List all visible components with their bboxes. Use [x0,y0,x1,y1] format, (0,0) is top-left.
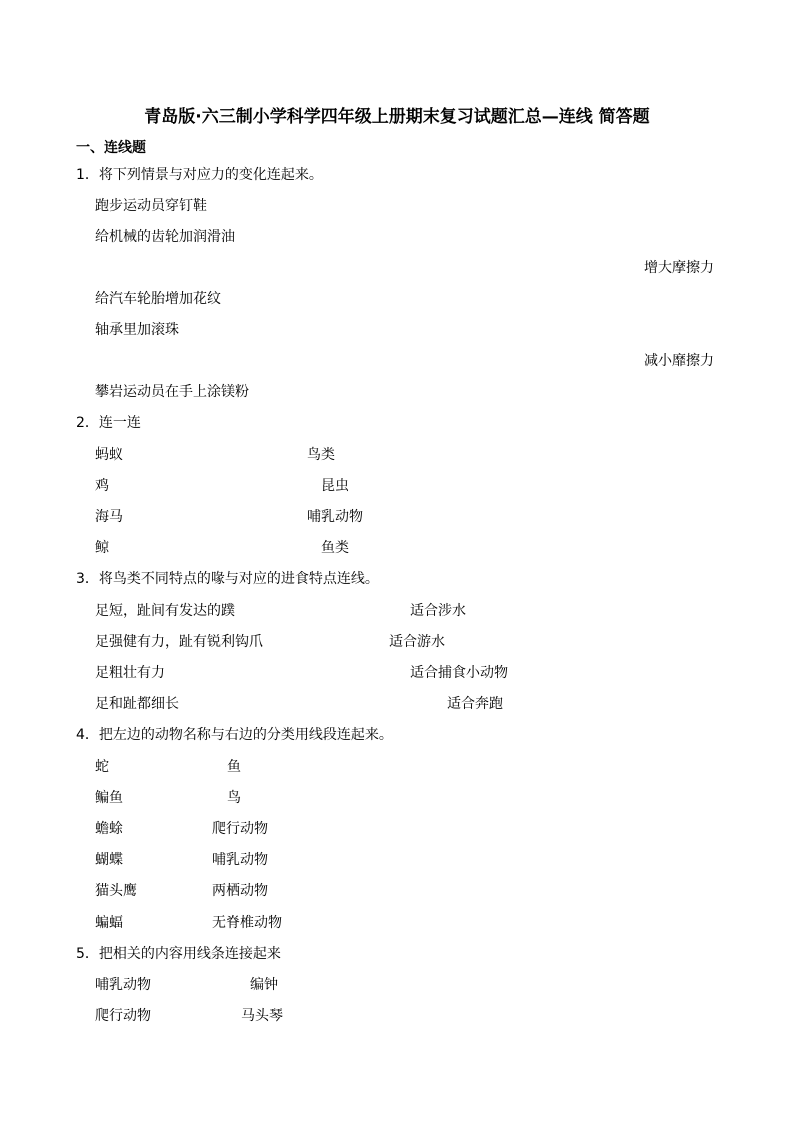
q1-left-item: 攀岩运动员在手上涂镁粉 [95,384,249,400]
q4-left-item: 蟾蜍 [95,821,123,837]
question-1 [76,166,323,184]
q5-right-item: 马头琴 [241,1008,283,1024]
question-number: 4． [76,727,99,743]
q4-right-item: 两栖动物 [212,883,268,899]
q1-left-item: 给汽车轮胎增加花纹 [95,291,221,307]
q5-left-item: 爬行动物 [95,1008,151,1024]
q3-right-item: 适合奔跑 [447,696,503,712]
q3-left-item: 足粗壮有力 [95,665,165,681]
q3-left-item: 足和趾都细长 [95,696,179,712]
q1-right-item: 减小靡擦力 [644,353,714,369]
q4-right-item: 爬行动物 [212,821,268,837]
section-heading: 一、连线题 [76,140,146,156]
question-5 [76,945,281,963]
question-prompt: 连一连 [98,415,141,431]
q2-right-item: 鸟类 [307,447,335,463]
q3-left-item: 足强健有力，趾有锐利钩爪 [95,634,263,650]
question-number: 5． [76,946,99,962]
q2-left-item: 鸡 [95,478,109,494]
q4-right-item: 哺乳动物 [212,852,268,868]
q4-left-item: 蝙蝠 [95,915,123,931]
q2-right-item: 鱼类 [321,540,349,556]
q2-right-item: 哺乳动物 [307,509,363,525]
question-number: 1． [76,167,99,183]
q2-left-item: 蚂蚁 [95,447,123,463]
q4-left-item: 猫头鹰 [95,883,137,899]
q4-right-item: 鸟 [227,790,241,806]
question-prompt: 将鸟类不同特点的喙与对应的进食特点连线。 [98,571,379,587]
q3-left-item: 足短，趾间有发达的蹼 [95,603,235,619]
question-prompt: 把左边的动物名称与右边的分类用线段连起来。 [98,727,393,743]
question-number: 2． [76,415,99,431]
question-prompt: 把相关的内容用线条连接起来 [98,946,281,962]
q2-right-item: 昆虫 [321,478,349,494]
q4-right-item: 无脊椎动物 [212,915,282,931]
question-prompt: 将下列情景与对应力的变化连起来。 [98,167,323,183]
q5-right-item: 编钟 [250,977,278,993]
q4-left-item: 蛇 [95,759,109,775]
question-4 [76,726,393,744]
q4-right-item: 鱼 [227,759,241,775]
q4-left-item: 鳊鱼 [95,790,123,806]
q3-right-item: 适合游水 [389,634,445,650]
q1-left-item: 跑步运动员穿钉鞋 [95,198,207,214]
q5-left-item: 哺乳动物 [95,977,151,993]
question-3 [76,570,379,588]
q3-right-item: 适合涉水 [410,603,466,619]
q1-right-item: 增大摩擦力 [644,260,714,276]
q3-right-item: 适合捕食小动物 [410,665,508,681]
q1-left-item: 轴承里加滚珠 [95,322,179,338]
question-number: 3． [76,571,99,587]
question-2 [76,414,141,432]
q4-left-item: 蝴蝶 [95,852,123,868]
q1-left-item: 给机械的齿轮加润滑油 [95,229,235,245]
document-title: 青岛版·六三制小学科学四年级上册期末复习试题汇总—连线 简答题 [144,107,650,127]
q2-left-item: 海马 [95,509,123,525]
q2-left-item: 鲸 [95,540,109,556]
